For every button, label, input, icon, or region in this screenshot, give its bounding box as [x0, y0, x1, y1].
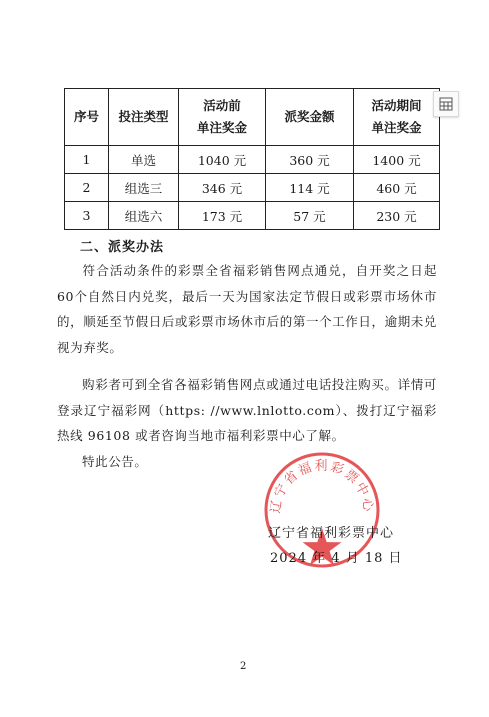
table-cell: 2	[65, 174, 109, 202]
issue-date: 2024 年 4 月 18 日	[270, 551, 403, 566]
seal-text: 辽宁省福利彩票中心	[268, 459, 376, 515]
paragraph-text: 特此公告。	[82, 454, 148, 469]
table-grid-icon	[439, 97, 453, 111]
table-cell: 1	[65, 146, 109, 174]
paragraph-text: 符合活动条件的彩票全省福彩销售网点通兑，自开奖之日起60个自然日内兑奖，最后一天为国家法定节假日或彩票市场休市的，顺延至节假日后或彩票市场休市后的第一个工作日，逾期未兑视为弃奖。	[57, 263, 437, 356]
prize-table	[64, 88, 440, 230]
table-header-row	[65, 89, 440, 146]
paragraph-text: 购彩者可到全省各福彩销售网点或通过电话投注购买。详情可登录辽宁福彩网（https: //www.lnlotto.com）、拨打辽宁福彩热线 96108 或者咨询当地市福利彩票中心了解。	[57, 377, 437, 444]
header-text: 投注类型	[118, 109, 169, 124]
section-title: 二、派奖办法	[80, 240, 165, 255]
header-cell	[65, 89, 109, 146]
issuer-name: 辽宁省福利彩票中心	[268, 526, 395, 541]
header-text: 活动前	[203, 98, 241, 113]
table-cell: 114 元	[266, 174, 354, 202]
table-cell: 173 元	[179, 202, 266, 230]
table-row	[65, 202, 440, 230]
table-cell: 360 元	[266, 146, 354, 174]
header-cell	[179, 89, 266, 146]
table-cell: 230 元	[354, 202, 440, 230]
table-tool-button[interactable]	[433, 91, 459, 117]
table-cell: 3	[65, 202, 109, 230]
table-cell: 组选三	[109, 174, 179, 202]
table-cell: 460 元	[354, 174, 440, 202]
header-text: 派奖金额	[284, 109, 335, 124]
header-cell	[109, 89, 179, 146]
table-row	[65, 174, 440, 202]
table-cell: 1400 元	[354, 146, 440, 174]
header-text: 序号	[73, 109, 99, 124]
header-text: 单注奖金	[196, 120, 247, 135]
paragraph	[57, 258, 437, 361]
header-text: 活动期间	[371, 98, 422, 113]
header-cell	[354, 89, 440, 146]
paragraph	[57, 372, 437, 449]
table-cell: 57 元	[266, 202, 354, 230]
table-cell: 1040 元	[179, 146, 266, 174]
page-number: 2	[240, 661, 247, 672]
table-cell: 346 元	[179, 174, 266, 202]
header-text: 单注奖金	[371, 120, 422, 135]
header-cell	[266, 89, 354, 146]
table-row	[65, 146, 440, 174]
table-cell: 组选六	[109, 202, 179, 230]
table-cell: 单选	[109, 146, 179, 174]
